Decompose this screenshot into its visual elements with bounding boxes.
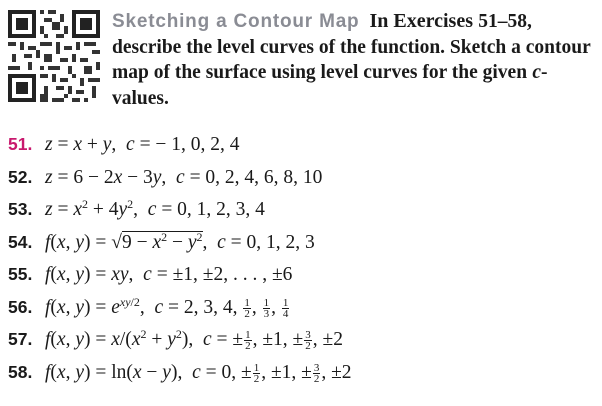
exercise-formula: f(x, $y) = √9 - x^2 - y^2$, c = 0, 1, 2, 3 <box>45 229 315 253</box>
exercise-item <box>8 226 598 259</box>
c-symbol: c <box>532 62 541 83</box>
exercise-formula: f(x, y) = xy, c = ±1, ±2, . . . , ±6 <box>45 264 293 285</box>
exercise-heading <box>112 9 596 111</box>
section-instructions: 51–58, describe the level curves of the function. Sketch a contour map of the surface using level curves for the given <box>112 11 591 83</box>
exercise-formula: f(x, $y) = e^{xy/2}$, c = 2, 3, 4, $\frac{1}{2}$ , $\frac{1}{3}$ , $\frac{1}{4}$ <box>45 294 289 320</box>
exercise-formula: z = 6 − 2x − 3y, c = 0, 2, 4, 6, 8, 10 <box>45 166 323 188</box>
exercise-item <box>8 323 598 356</box>
instructions-end: -values. <box>112 62 548 109</box>
exercise-item <box>8 291 598 324</box>
exercise-item <box>8 161 598 194</box>
exercise-formula: f(x, $y) = x/(x^2 + y^2)$, c = ± $\frac{1}{2}$ , ±1, ± $\frac{3}{2}$ , ±2 <box>45 327 343 353</box>
exercise-number: 57. <box>8 329 33 349</box>
exercise-list <box>8 128 598 388</box>
section-subtitle: In Exercises <box>369 10 473 32</box>
qr-code-icon <box>8 10 100 102</box>
exercise-number: 52. <box>8 166 33 187</box>
exercise-number: 54. <box>8 231 33 252</box>
exercise-formula: z = x + y, c = − 1, 0, 2, 4 <box>45 134 240 155</box>
exercise-number: 55. <box>8 264 33 284</box>
exercise-number: 58. <box>8 361 33 382</box>
exercise-item <box>8 258 598 291</box>
section-title: Sketching a Contour Map <box>112 11 360 32</box>
exercise-formula: $z = x^2 + 4y^2$, c = 0, 1, 2, 3, 4 <box>45 197 265 220</box>
exercise-number: 53. <box>8 199 33 219</box>
exercise-item <box>8 193 598 226</box>
exercise-item <box>8 128 598 161</box>
exercise-number: 51. <box>8 134 33 154</box>
exercise-number: 56. <box>8 296 33 317</box>
exercise-formula: f(x, y) = ln(x − y), c = 0, ± $\frac{1}{2}$ , ±1, ± $\frac{3}{2}$ , ±2 <box>45 361 352 385</box>
exercise-item <box>8 356 598 389</box>
